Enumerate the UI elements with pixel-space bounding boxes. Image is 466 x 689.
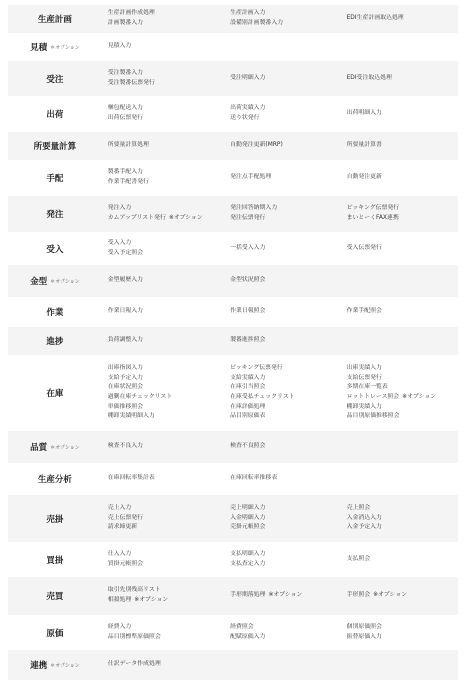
function-label: 出荷伝票発行 <box>107 115 144 121</box>
function-label: 見積入力 <box>107 43 132 50</box>
function-item <box>108 660 224 670</box>
function-item <box>108 104 224 114</box>
category-label: 在庫 <box>46 389 64 399</box>
function-label: 出庫指図入力 <box>107 365 144 372</box>
function-column <box>224 431 340 463</box>
function-item <box>108 523 224 533</box>
function-label: 支給伝票発行 <box>346 374 382 381</box>
function-label: 仕訳データ作成処理 <box>107 661 161 668</box>
function-item <box>230 9 340 19</box>
option-note: ※オプション <box>168 215 203 221</box>
function-label: 製番手配入力 <box>107 169 144 176</box>
function-column <box>224 61 340 96</box>
function-label: 金型状況照会 <box>230 277 266 284</box>
function-item <box>108 550 224 560</box>
function-column <box>341 495 458 542</box>
function-label: 支払査定入力 <box>230 560 266 567</box>
function-item <box>230 104 340 114</box>
function-label: 支払明細入力 <box>230 550 266 557</box>
function-label: ロットトレース照会 <box>346 394 400 400</box>
function-column <box>341 97 458 131</box>
function-column <box>224 97 340 131</box>
function-item <box>230 276 340 286</box>
function-column <box>102 650 224 680</box>
function-item <box>230 214 340 224</box>
table-row <box>8 298 458 327</box>
category-label: 買掛 <box>46 555 64 566</box>
category-label: 受注 <box>46 74 64 85</box>
function-label: 振替原価入力 <box>346 633 382 640</box>
function-label: 在庫回転率集計表 <box>107 475 155 482</box>
function-column <box>102 356 224 430</box>
category-label: 売掛 <box>46 514 64 525</box>
table-row <box>8 356 458 431</box>
function-item <box>108 383 224 393</box>
function-item <box>108 596 224 606</box>
category-cell <box>8 356 102 430</box>
category-cell <box>8 5 102 33</box>
function-item <box>347 412 458 422</box>
table-row <box>8 327 458 356</box>
function-item <box>108 393 224 403</box>
function-column <box>224 196 340 232</box>
function-label: 所要量計算処理 <box>107 142 149 149</box>
function-column <box>224 233 340 264</box>
function-label: 支給予定入力 <box>107 374 144 381</box>
function-item <box>108 403 224 413</box>
function-item <box>347 214 458 224</box>
function-label: 売上照会 <box>346 505 371 512</box>
function-column <box>224 356 340 430</box>
function-item <box>230 383 340 393</box>
option-note: ※オプション <box>268 592 303 599</box>
function-item <box>347 74 458 84</box>
table-row <box>8 265 458 298</box>
function-column <box>224 464 340 494</box>
function-label: 売上入力 <box>107 505 132 512</box>
function-label: 品目別原価表 <box>230 413 266 420</box>
function-column <box>341 5 458 33</box>
function-label: 発注入力 <box>107 205 132 212</box>
function-item <box>230 364 340 374</box>
function-item <box>230 442 340 452</box>
function-item <box>108 239 224 249</box>
function-label: 買掛元帳照会 <box>107 560 144 567</box>
function-label: 品目別標準原価照会 <box>107 633 161 640</box>
table-row <box>8 97 458 132</box>
function-label: 個別原価照会 <box>346 623 382 630</box>
function-label: 受入伝票発行 <box>346 244 382 251</box>
function-item <box>108 633 224 643</box>
function-label: 製番進捗照会 <box>230 337 266 344</box>
function-label: 出庫実績入力 <box>346 365 382 372</box>
function-item <box>108 560 224 570</box>
function-column <box>224 327 340 355</box>
function-label: 経費照会 <box>230 623 254 630</box>
function-item <box>347 141 458 151</box>
function-column <box>102 431 224 463</box>
function-item <box>230 514 340 524</box>
category-cell <box>8 298 102 326</box>
function-label: 出荷実績入力 <box>230 105 266 112</box>
table-row <box>8 61 458 97</box>
option-note: ＊オプション <box>50 444 80 451</box>
table-row <box>8 5 458 34</box>
option-note: ＊オプション <box>50 662 80 669</box>
function-label: 一括受入入力 <box>230 244 266 251</box>
function-column <box>102 543 224 576</box>
function-item <box>230 403 340 413</box>
function-item <box>230 550 340 560</box>
function-item <box>347 307 458 317</box>
function-column <box>341 161 458 195</box>
function-item <box>108 249 224 259</box>
category-label: 金型 <box>30 277 48 287</box>
function-label: 設備別計画製番入力 <box>230 20 284 26</box>
option-note: ※オプション <box>373 592 407 599</box>
function-label: 作業手配照会 <box>346 308 382 315</box>
function-column <box>224 298 340 326</box>
function-item <box>108 374 224 384</box>
function-label: 金型履歴入力 <box>107 277 144 284</box>
function-column <box>341 431 458 463</box>
table-row <box>8 196 458 233</box>
function-item <box>230 560 340 570</box>
function-item <box>347 623 458 633</box>
category-label: 品質 <box>30 443 48 453</box>
category-cell <box>8 650 102 680</box>
function-column <box>341 61 458 96</box>
function-column <box>341 233 458 264</box>
option-note: ※オプション <box>402 394 437 400</box>
function-item <box>230 141 340 151</box>
function-label: 支給実績入力 <box>230 374 266 381</box>
function-column <box>102 495 224 542</box>
function-label: 受注製番入力 <box>107 69 144 76</box>
category-label: 原価 <box>46 628 64 639</box>
function-label: 所要量計算書 <box>346 142 382 149</box>
function-label: 生産計画作成処理 <box>107 10 155 17</box>
function-label: ピッキング伝票発行 <box>230 365 283 372</box>
function-item <box>108 586 224 596</box>
function-item <box>347 633 458 643</box>
function-item <box>230 523 340 533</box>
function-item <box>347 173 458 183</box>
function-item <box>230 244 340 254</box>
function-column <box>224 616 340 649</box>
function-item <box>108 178 224 188</box>
function-label: 手形照会 <box>346 592 371 599</box>
function-label: 入金消込入力 <box>346 514 382 521</box>
function-item <box>108 474 224 484</box>
function-label: 相殺処理 <box>107 597 132 603</box>
function-column <box>224 34 340 60</box>
function-item <box>108 9 224 19</box>
function-column <box>341 650 458 680</box>
function-column <box>341 543 458 576</box>
function-item <box>230 204 340 214</box>
function-item <box>347 555 458 565</box>
function-item <box>108 79 224 89</box>
function-item <box>108 276 224 286</box>
table-row <box>8 233 458 265</box>
category-cell <box>8 97 102 131</box>
function-item <box>347 204 458 214</box>
function-label: 売上伝票発行 <box>107 514 144 521</box>
function-item <box>347 393 458 403</box>
option-note: ＊オプション <box>50 44 80 51</box>
function-label: 入金明細入力 <box>230 514 266 521</box>
function-item <box>347 504 458 514</box>
function-label: 売掛元帳照会 <box>230 524 266 531</box>
function-label: 取引先別残高リスト <box>107 587 161 594</box>
function-label: 受注製番伝票発行 <box>107 79 155 86</box>
function-column <box>341 327 458 355</box>
category-cell <box>8 265 102 297</box>
function-label: 作業手配書発行 <box>107 179 149 185</box>
function-column <box>102 265 224 297</box>
function-label: 受注明細入力 <box>230 74 266 81</box>
function-label: 生産計画入力 <box>230 10 266 17</box>
category-label: 出荷 <box>46 110 64 120</box>
option-note: ＊オプション <box>50 278 80 285</box>
category-cell <box>8 464 102 494</box>
function-label: 品目別原価推移照会 <box>346 413 400 420</box>
table-row <box>8 34 458 61</box>
function-label: 発注点手配処理 <box>230 174 272 181</box>
function-item <box>230 474 340 484</box>
function-item <box>108 141 224 151</box>
category-cell <box>8 196 102 232</box>
table-row <box>8 132 458 161</box>
function-label: 在庫引当照会 <box>230 384 266 391</box>
function-label: 売上明細入力 <box>230 505 266 512</box>
function-item <box>347 523 458 533</box>
function-item <box>108 214 224 224</box>
function-item <box>108 514 224 524</box>
function-column <box>341 132 458 160</box>
function-label: ピッキング伝票発行 <box>346 205 400 212</box>
category-cell <box>8 327 102 355</box>
function-label: 手形期落処理 <box>230 592 266 599</box>
function-column <box>224 577 340 615</box>
function-column <box>224 5 340 33</box>
function-label: 発注伝票発行 <box>230 215 266 221</box>
function-label: 発注回答納期入力 <box>230 205 278 212</box>
function-item <box>108 504 224 514</box>
function-item <box>230 633 340 643</box>
function-item <box>230 623 340 633</box>
category-label: 売買 <box>46 592 64 602</box>
function-column <box>102 577 224 615</box>
function-label: 請求締更新 <box>107 524 138 531</box>
function-label: 作業日報照会 <box>230 308 266 315</box>
category-cell <box>8 34 102 60</box>
category-label: 見積 <box>30 43 48 53</box>
function-column <box>102 97 224 131</box>
function-item <box>230 19 340 29</box>
table-row <box>8 161 458 196</box>
category-label: 生産分析 <box>37 475 72 485</box>
function-label: 自動発注更新(MRP) <box>230 142 283 149</box>
function-item <box>108 168 224 178</box>
function-column <box>341 464 458 494</box>
category-cell <box>8 495 102 542</box>
function-label: 経費入力 <box>107 623 132 630</box>
function-item <box>108 412 224 422</box>
function-column <box>224 132 340 160</box>
function-column <box>224 650 340 680</box>
function-column <box>102 233 224 264</box>
function-label: 単価推移照会 <box>107 403 144 410</box>
function-label: カムアップリスト発行 <box>107 215 166 221</box>
category-label: 進捗 <box>46 337 64 347</box>
function-item <box>230 393 340 403</box>
function-item <box>230 374 340 384</box>
function-item <box>347 383 458 393</box>
function-item <box>108 307 224 317</box>
category-cell <box>8 543 102 576</box>
category-cell <box>8 132 102 160</box>
function-column <box>102 132 224 160</box>
table-row <box>8 495 458 543</box>
function-item <box>108 442 224 452</box>
table-row <box>8 543 458 577</box>
function-item <box>230 412 340 422</box>
function-item <box>347 591 458 601</box>
function-item <box>108 364 224 374</box>
function-label: 棚卸実績明細入力 <box>107 413 155 420</box>
category-cell <box>8 431 102 463</box>
function-item <box>347 403 458 413</box>
function-label: 負荷調整入力 <box>107 337 144 344</box>
function-column <box>102 327 224 355</box>
function-label: 在庫受払チェックリスト <box>230 394 295 400</box>
function-column <box>224 265 340 297</box>
function-item <box>347 514 458 524</box>
function-label: 入金予定入力 <box>346 524 382 531</box>
function-item <box>230 336 340 346</box>
category-cell <box>8 616 102 649</box>
function-item <box>108 204 224 214</box>
category-cell <box>8 577 102 615</box>
category-label: 連携 <box>30 661 48 671</box>
function-column <box>224 161 340 195</box>
function-label: 出荷明細入力 <box>346 110 382 117</box>
function-item <box>108 114 224 124</box>
function-item <box>230 591 340 601</box>
function-label: EDI生産計画取込処理 <box>346 15 404 22</box>
function-label: 在庫状況照会 <box>107 384 144 391</box>
function-item <box>230 504 340 514</box>
function-label: 支払照会 <box>346 555 371 562</box>
function-column <box>341 298 458 326</box>
category-label: 生産計画 <box>37 15 72 25</box>
category-label: 作業 <box>46 308 64 318</box>
function-label: 計画製番入力 <box>107 20 144 26</box>
function-label: 送り状発行 <box>230 115 260 121</box>
function-column <box>102 34 224 60</box>
function-item <box>230 173 340 183</box>
function-item <box>347 14 458 24</box>
function-label: 受入入力 <box>107 239 132 246</box>
function-column <box>224 543 340 576</box>
function-label: 仕入入力 <box>107 550 132 557</box>
function-item <box>108 336 224 346</box>
table-row <box>8 650 458 681</box>
function-column <box>341 616 458 649</box>
function-label: 自動発注更新 <box>346 174 382 181</box>
function-label: 配賦原価入力 <box>230 633 266 640</box>
function-label: まいとーくFAX連携 <box>346 215 399 221</box>
function-item <box>108 623 224 633</box>
function-label: 棚卸実績入力 <box>346 403 382 410</box>
function-column <box>102 5 224 33</box>
function-item <box>108 42 224 52</box>
category-cell <box>8 161 102 195</box>
function-item <box>347 374 458 384</box>
table-row <box>8 616 458 650</box>
function-item <box>108 19 224 29</box>
function-item <box>347 364 458 374</box>
function-label: 在庫評価処理 <box>230 403 266 410</box>
function-column <box>341 196 458 232</box>
function-column <box>102 196 224 232</box>
function-column <box>341 356 458 430</box>
category-label: 受入 <box>46 244 64 255</box>
option-note: ※オプション <box>134 597 169 603</box>
category-cell <box>8 233 102 264</box>
function-label: 過剰在庫チェックリスト <box>107 394 173 400</box>
function-item <box>230 114 340 124</box>
function-label: 多期在庫一覧表 <box>346 384 388 391</box>
function-column <box>341 577 458 615</box>
function-column <box>102 464 224 494</box>
function-label: 検査不良入力 <box>107 443 144 450</box>
table-row <box>8 577 458 616</box>
function-column <box>102 61 224 96</box>
function-item <box>230 74 340 84</box>
table-row <box>8 431 458 464</box>
function-column <box>341 265 458 297</box>
function-column <box>102 298 224 326</box>
category-label: 発注 <box>46 210 64 220</box>
category-label: 所要量計算 <box>33 142 77 152</box>
function-column <box>102 616 224 649</box>
category-cell <box>8 61 102 96</box>
category-label: 手配 <box>46 174 64 184</box>
function-column <box>102 161 224 195</box>
function-label: 在庫回転率推移表 <box>230 475 278 482</box>
function-label: 検査不良照会 <box>230 443 266 450</box>
function-label: 作業日報入力 <box>107 308 144 315</box>
function-label: 受入予定照会 <box>107 249 144 256</box>
function-column <box>224 495 340 542</box>
function-column <box>341 34 458 60</box>
function-item <box>230 307 340 317</box>
function-item <box>347 244 458 254</box>
function-item <box>347 109 458 119</box>
function-table <box>8 5 458 681</box>
function-label: EDI受注取込処理 <box>346 74 392 81</box>
function-label: 梱包配送入力 <box>107 105 144 112</box>
table-row <box>8 464 458 495</box>
function-item <box>108 69 224 79</box>
